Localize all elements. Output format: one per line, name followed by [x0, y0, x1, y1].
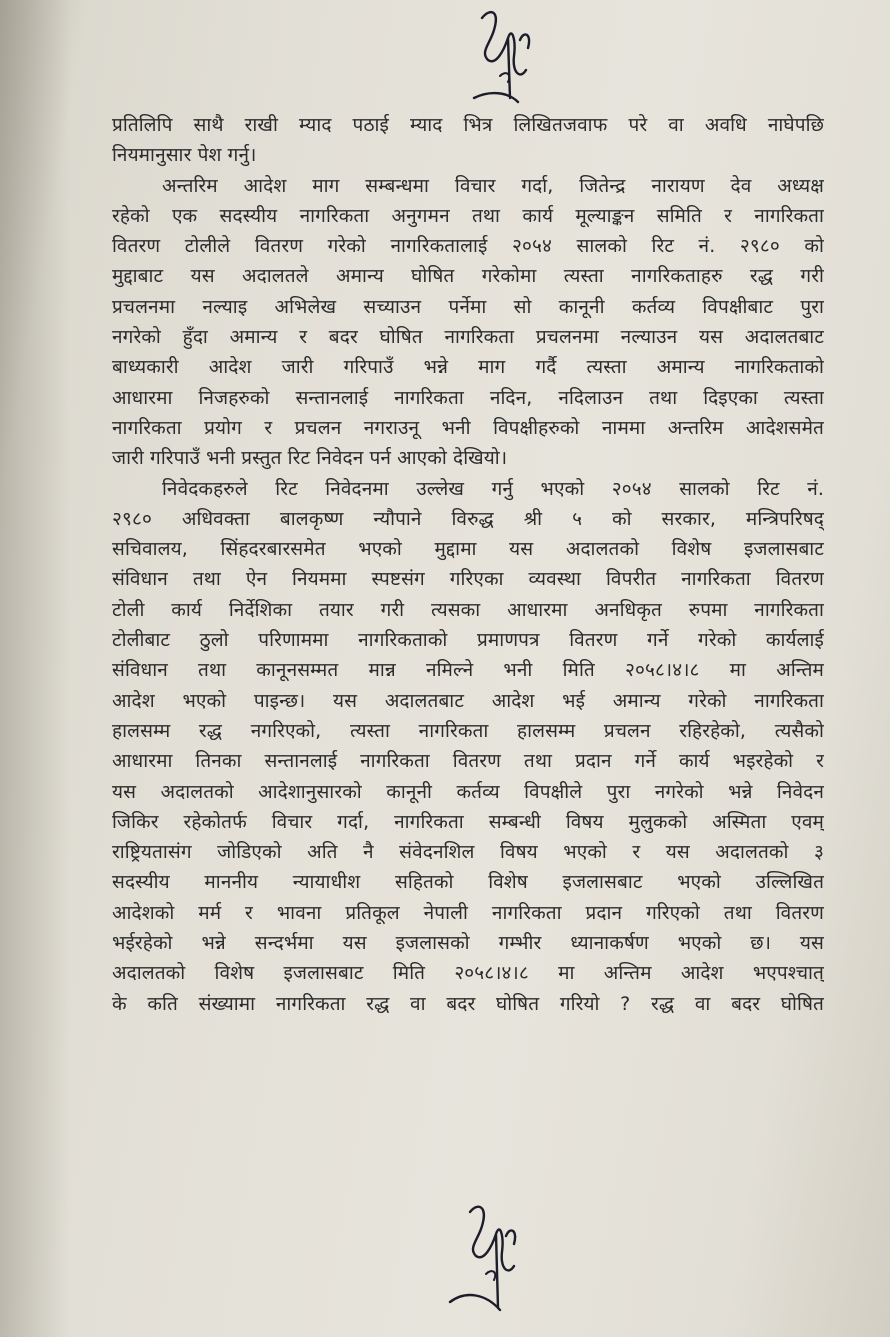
text-line: अन्तरिम आदेश माग सम्बन्धमा विचार गर्दा, जितेन्द्र नारायण देव अध्यक्ष — [162, 174, 824, 197]
text-line: २९८० अधिवक्ता बालकृष्ण न्यौपाने विरुद्ध श्री ५ को सरकार, मन्त्रिपरिषद् — [112, 507, 824, 530]
handwritten-signature-top — [460, 0, 550, 120]
text-line: जारी गरिपाउँ भनी प्रस्तुत रिट निवेदन पर्न आएको देखियो। — [112, 447, 508, 470]
text-line: अदालतको विशेष इजलासबाट मिति २०५८।४।८ मा अन्तिम आदेश भएपश्चात् — [112, 962, 824, 985]
text-line: संविधान तथा ऐन नियममा स्पष्टसंग गरिएका व्यवस्था विपरीत नागरिकता वितरण — [112, 568, 824, 591]
text-line: यस अदालतको आदेशानुसारको कानूनी कर्तव्य विपक्षीले पुरा नगरेको भन्ने निवेदन — [112, 780, 824, 803]
text-line: बाध्यकारी आदेश जारी गरिपाउँ भन्ने माग गर्दै त्यस्ता अमान्य नागरिकताको — [112, 356, 824, 379]
text-line: प्रतिलिपि साथै राखी म्याद पठाई म्याद भित्र लिखितजवाफ परे वा अवधि नाघेपछि — [112, 114, 824, 136]
paragraph-3 — [112, 474, 824, 1019]
text-line: नागरिकता प्रयोग र प्रचलन नगराउनू भनी विपक्षीहरुको नाममा अन्तरिम आदेशसमेत — [112, 416, 824, 439]
text-line: संविधान तथा कानूनसम्मत मान्न नमिल्ने भनी मिति २०५८।४।८ मा अन्तिम — [112, 659, 824, 682]
text-line: टोलीबाट ठुलो परिणाममा नागरिकताको प्रमाणपत्र वितरण गर्ने गरेको कार्यलाई — [112, 629, 824, 652]
text-line: नगरेको हुँदा अमान्य र बदर घोषित नागरिकता प्रचलनमा नल्याउन यस अदालतबाट — [112, 326, 824, 349]
page-edge-shadow — [0, 0, 70, 1337]
text-line: जिकिर रहेकोतर्फ विचार गर्दा, नागरिकता सम्बन्धी विषय मुलुकको अस्मिता एवम् — [112, 810, 824, 833]
handwritten-signature-bottom — [440, 1190, 530, 1337]
text-line: सदस्यीय माननीय न्यायाधीश सहितको विशेष इजलासबाट भएको उल्लिखित — [112, 871, 824, 894]
text-line: वितरण टोलीले वितरण गरेको नागरिकतालाई २०५४ सालको रिट नं. २९८० को — [112, 235, 824, 258]
text-line: राष्ट्रियतासंग जोडिएको अति नै संवेदनशिल विषय भएको र यस अदालतको ३ — [112, 841, 824, 864]
text-line: आधारमा तिनका सन्तानलाई नागरिकता वितरण तथा प्रदान गर्ने कार्य भइरहेको र — [112, 750, 824, 773]
text-line: हालसम्म रद्ध नगरिएको, त्यस्ता नागरिकता हालसम्म प्रचलन रहिरहेको, त्यसैको — [112, 719, 824, 742]
text-line: के कति संख्यामा नागरिकता रद्ध वा बदर घोषित गरियो ? रद्ध वा बदर घोषित — [112, 992, 824, 1015]
paragraph-2 — [112, 171, 824, 474]
text-line: निवेदकहरुले रिट निवेदनमा उल्लेख गर्नु भएको २०५४ सालको रिट नं. — [162, 477, 824, 500]
text-line: भईरहेको भन्ने सन्दर्भमा यस इजलासको गम्भीर ध्यानाकर्षण भएको छ। यस — [112, 932, 824, 955]
text-line: टोली कार्य निर्देशिका तयार गरी त्यसका आधारमा अनधिकृत रुपमा नागरिकता — [112, 598, 824, 621]
text-line: प्रचलनमा नल्याइ अभिलेख सच्याउन पर्नेमा सो कानूनी कर्तव्य विपक्षीबाट पुरा — [112, 295, 824, 318]
text-line: आदेश भएको पाइन्छ। यस अदालतबाट आदेश भई अमान्य गरेको नागरिकता — [112, 689, 824, 712]
text-line: आधारमा निजहरुको सन्तानलाई नागरिकता नदिन, नदिलाउन तथा दिइएका त्यस्ता — [112, 386, 824, 409]
text-line: मुद्दाबाट यस अदालतले अमान्य घोषित गरेकोमा त्यस्ता नागरिकताहरु रद्ध गरी — [112, 265, 824, 288]
text-line: आदेशको मर्म र भावना प्रतिकूल नेपाली नागरिकता प्रदान गरिएको तथा वितरण — [112, 901, 824, 924]
paragraph-1 — [112, 110, 824, 171]
text-line: नियमानुसार पेश गर्नु। — [112, 144, 257, 167]
text-line: रहेको एक सदस्यीय नागरिकता अनुगमन तथा कार्य मूल्याङ्कन समिति र नागरिकता — [112, 204, 824, 227]
text-line: सचिवालय, सिंहदरबारसमेत भएको मुद्दामा यस अदालतको विशेष इजलासबाट — [112, 538, 824, 561]
document-body — [112, 110, 824, 1019]
